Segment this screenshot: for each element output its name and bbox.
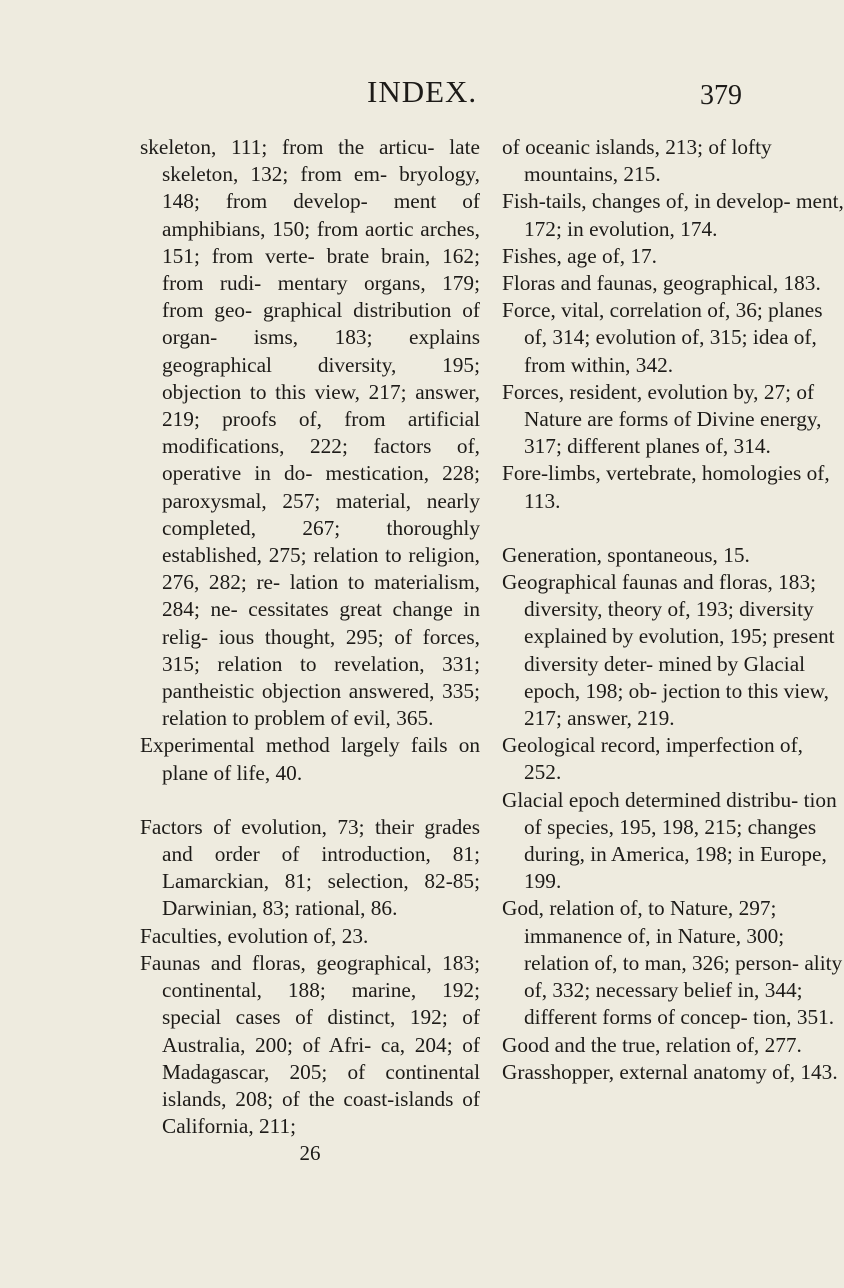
index-entry-force: Force, vital, correlation of, 36; planes of, 314; evolution of, 315; idea of, from within, 342. xyxy=(502,298,823,377)
index-entry-good-and-true: Good and the true, relation of, 277. xyxy=(502,1032,802,1057)
page-header xyxy=(0,70,800,110)
index-entry-faunas-continued: of oceanic islands, 213; of lofty mountains, 215. xyxy=(502,135,772,187)
index-entry-glacial-epoch: Glacial epoch determined distribu- tion of species, 195, 198, 215; changes during, in America, 198; in Europe, 199. xyxy=(502,787,837,894)
index-entry-faunas-and-floras: Faunas and floras, geographical, 183; continental, 188; marine, 192; special cases of distinct, 192; of Australia, 200; of Afri- ca, 204; of Madagascar, 205; of continental islands, 208; of the coast-islands of California, 211; xyxy=(140,950,480,1139)
index-entry-floras-and-faunas: Floras and faunas, geographical, 183. xyxy=(502,271,821,296)
index-entry-generation: Generation, spontaneous, 15. xyxy=(502,542,750,567)
index-entry-faculties: Faculties, evolution of, 23. xyxy=(140,923,369,948)
index-entry-geological-record: Geological record, imperfection of, 252. xyxy=(502,733,803,785)
right-column xyxy=(502,134,844,1086)
index-entry-fore-limbs: Fore-limbs, vertebrate, homologies of, 113. xyxy=(502,461,830,513)
index-entry-geographical: Geographical faunas and floras, 183; diversity, theory of, 193; diversity explained by evolution, 195; present diversity deter- mined by Glacial epoch, 198; ob- jection to this view, 217; answer, 219. xyxy=(502,570,835,731)
index-entry-god: God, relation of, to Nature, 297; immanence of, in Nature, 300; relation of, to man, 326; person- ality of, 332; necessary belief in, 344; different forms of concep- tion, 351. xyxy=(502,896,843,1030)
index-entry-evolution-continued: skeleton, 111; from the articu- late skeleton, 132; from em- bryology, 148; from develop- ment of amphibians, 150; from aortic arches, 151; from verte- brate brain, 162; from rudi- mentary organs, 179; from geo- graphical distribution of organ- isms, 183; explains geographical diversity, 195; objection to this view, 217; answer, 219; proofs of, from artificial modifications, 222; factors of, operative in do- mestication, 228; paroxysmal, 257; material, nearly completed, 267; thoroughly established, 275; relation to religion, 276, 282; re- lation to materialism, 284; ne- cessitates great change in relig- ious thought, 295; of forces, 315; relation to revelation, 331; pantheistic objection answered, 335; relation to problem of evil, 365. xyxy=(140,135,480,731)
index-entry-fish-tails: Fish-tails, changes of, in develop- ment, 172; in evolution, 174. xyxy=(502,189,844,241)
page-number: 379 xyxy=(700,80,742,111)
index-entry-factors-of-evolution: Factors of evolution, 73; their grades and order of introduction, 81; Lamarckian, 81; selection, 82-85; Darwinian, 83; rational, 86. xyxy=(140,814,480,921)
index-entry-fishes: Fishes, age of, 17. xyxy=(502,243,657,268)
index-entry-experimental-method: Experimental method largely fails on plane of life, 40. xyxy=(140,733,480,785)
running-title: INDEX. xyxy=(367,74,478,109)
index-entry-forces: Forces, resident, evolution by, 27; of Nature are forms of Divine energy, 317; different planes of, 314. xyxy=(502,379,822,459)
signature-mark: 26 xyxy=(299,1141,321,1166)
index-entry-grasshopper: Grasshopper, external anatomy of, 143. xyxy=(502,1059,838,1084)
left-column xyxy=(140,134,480,1189)
